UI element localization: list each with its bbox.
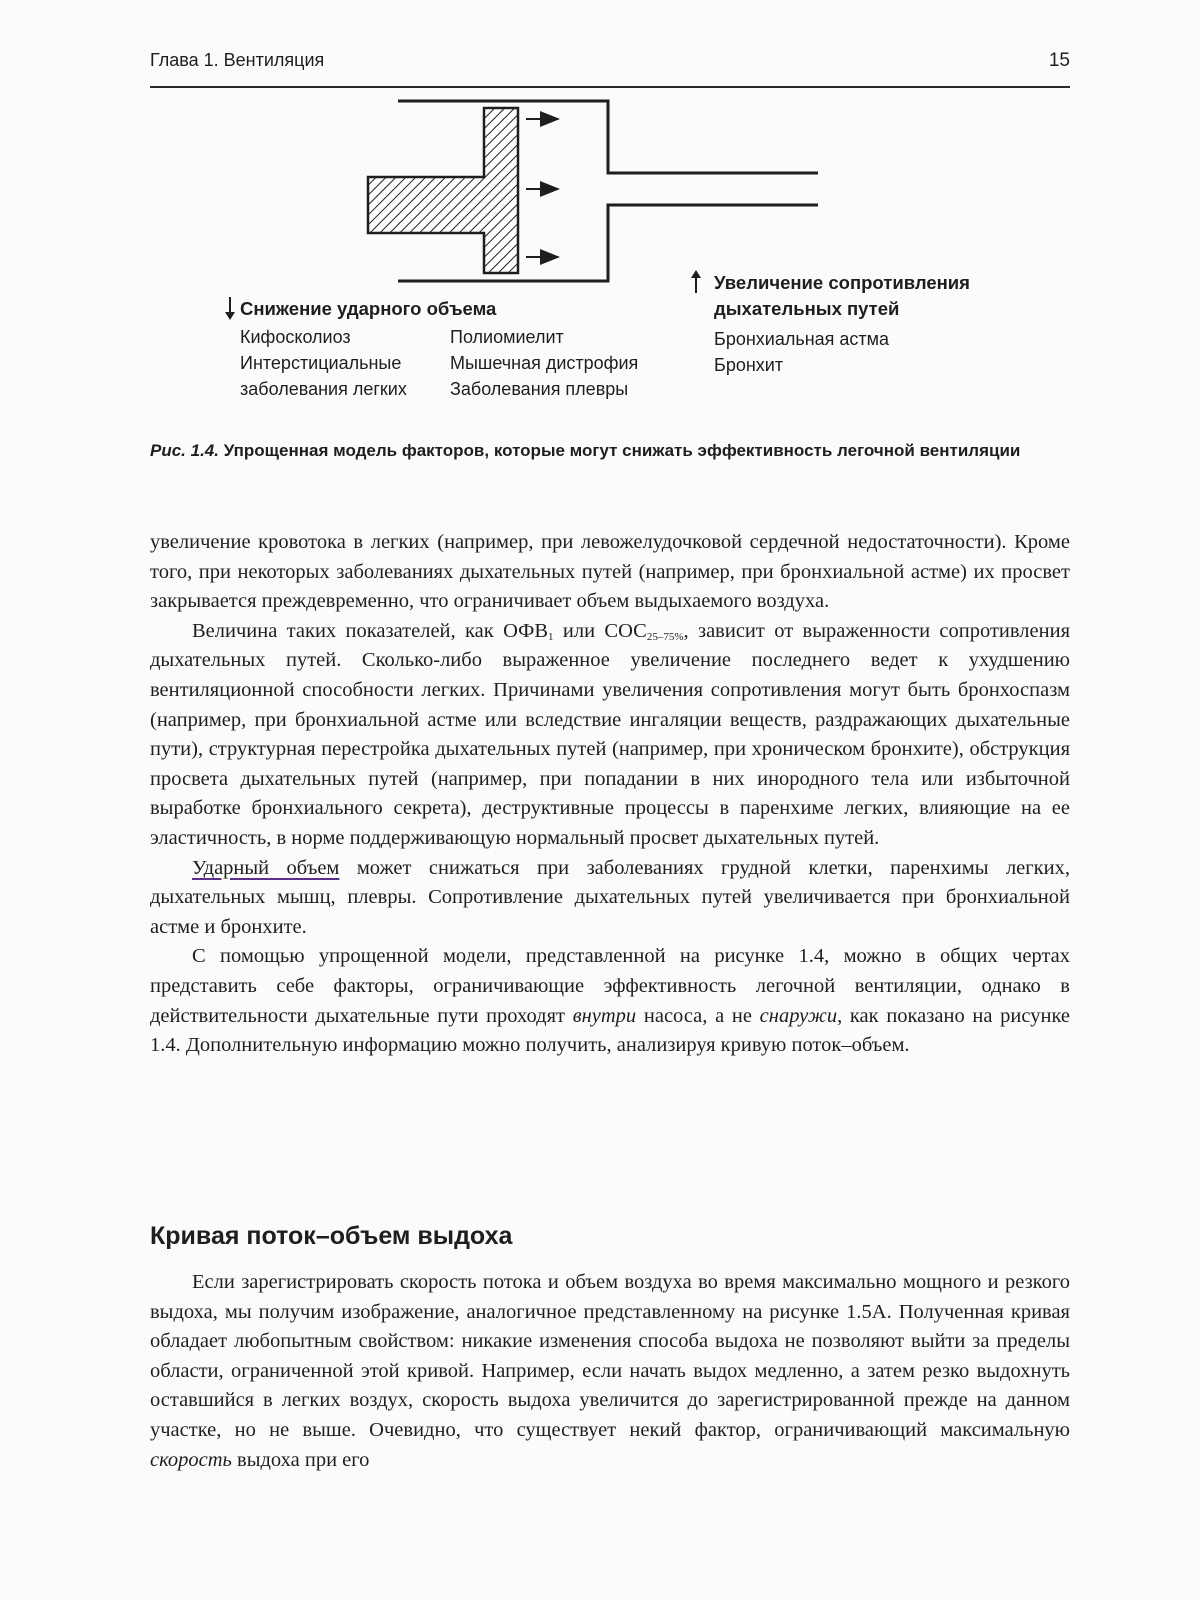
paragraph — [150, 942, 1070, 1060]
up-arrow-icon — [690, 270, 702, 294]
right-group-heading-2: дыхательных путей — [714, 298, 900, 319]
text-run: или СОС — [553, 619, 647, 642]
paragraph: увеличение кровотока в легких (например, при левожелудочковой сердечной недостаточности). Кроме того, при некоторых заболеваниях дыхательных путей (например, при бронхиальной астме) их просвет закрывается преждевременно, что ограничивает объем выдыхаемого воздуха. — [150, 531, 1070, 613]
piston — [368, 108, 518, 273]
subscript: 25–75% — [646, 630, 684, 643]
italic-term: скорость — [150, 1448, 232, 1471]
text-run: Если зарегистрировать скорость потока и объем воздуха во время максимально мощного и резкого выдоха, мы получим изображение, аналогичное представленному на рисунке 1.5А. Полученная кривая обладает любопытным свойством: никакие изменения способа выдоха не позволяют выйти за пределы области, ограниченной этой кривой. Например, если начать выдох медленно, а затем резко выдохнуть оставшийся в легких воздух, скорость выдоха увеличится до зарегистрированной прежде на данном участке, но не выше. Очевидно, что существует некий фактор, ограничивающий максимальную — [150, 1271, 1070, 1441]
left-group-item: Интерстициальные — [240, 353, 402, 373]
right-group-item: Бронхит — [714, 355, 784, 375]
right-group-item: Бронхиальная астма — [714, 329, 890, 349]
underlined-term: Ударный объем — [192, 856, 340, 879]
down-arrow-icon — [224, 296, 236, 320]
left-group-item: Заболевания плевры — [450, 379, 629, 399]
right-group-heading-1: Увеличение сопротивления — [714, 272, 970, 293]
left-group-item: Полиомиелит — [450, 327, 564, 347]
section-heading: Кривая поток–объем выдоха — [150, 1222, 513, 1250]
left-group-item: Мышечная дистрофия — [450, 353, 639, 373]
text-run: , зависит от выраженности сопротивления дыхательных путей. Сколько-либо выраженное увеличение последнего ведет к ухудшению вентиляционной способности легких. Причинами увеличения сопротивления могут быть бронхоспазм (например, при бронхиальной астме или вследствие ингаляции веществ, раздражающих дыхательные пути), структурная перестройка дыхательных путей (например, при хроническом бронхите), обструкция просвета дыхательных путей (например, при попадании в них инородного тела или избыточной выработке бронхиального секрета), деструктивные процессы в паренхиме легких, влияющие на ее эластичность, в норме поддерживающую нормальный просвет дыхательных путей. — [150, 619, 1071, 849]
paragraph — [150, 854, 1070, 943]
paragraph — [150, 617, 1070, 854]
italic-term: внутри — [572, 1004, 637, 1027]
text-run: Величина таких показателей, как ОФВ — [192, 619, 549, 642]
figure-caption — [150, 438, 1070, 464]
text-run: , как показано на рисунке 1.4. Дополнительную информацию можно получить, анализируя кривую поток–объем. — [150, 1004, 1070, 1057]
text-run: может снижаться при заболеваниях грудной клетки, паренхимы легких, дыхательных мышц, плевры. Сопротивление дыхательных путей увеличивается при бронхиальной астме и бронхите. — [150, 856, 1070, 938]
body-text-block-2 — [150, 1268, 1070, 1475]
chapter-title: Глава 1. Вентиляция — [150, 50, 325, 70]
text-run: насоса, а не — [636, 1004, 760, 1027]
italic-term: снаружи — [759, 1004, 838, 1027]
body-text-block-1 — [150, 528, 1070, 1061]
left-group-heading: Снижение ударного объема — [240, 298, 497, 319]
cylinder-outline — [398, 101, 818, 173]
caption-text: Упрощенная модель факторов, которые могут снижать эффективность легочной вентиляции — [218, 441, 1021, 460]
running-header — [150, 46, 1070, 88]
subscript: 1 — [548, 630, 554, 643]
left-group-item: Кифосколиоз — [240, 327, 351, 347]
page-number: 15 — [1048, 50, 1070, 71]
paragraph — [150, 1268, 1070, 1475]
caption-label: Рис. 1.4. — [150, 441, 219, 460]
text-run: С помощью упрощенной модели, представленной на рисунке 1.4, можно в общих чертах представить себе факторы, ограничивающие эффективность легочной вентиляции, однако в действительности дыхательные пути проходят — [150, 945, 1070, 1027]
left-group-item: заболевания легких — [240, 379, 407, 399]
text-run: выдоха при его — [231, 1448, 370, 1471]
pump-model-diagram — [230, 95, 1030, 295]
